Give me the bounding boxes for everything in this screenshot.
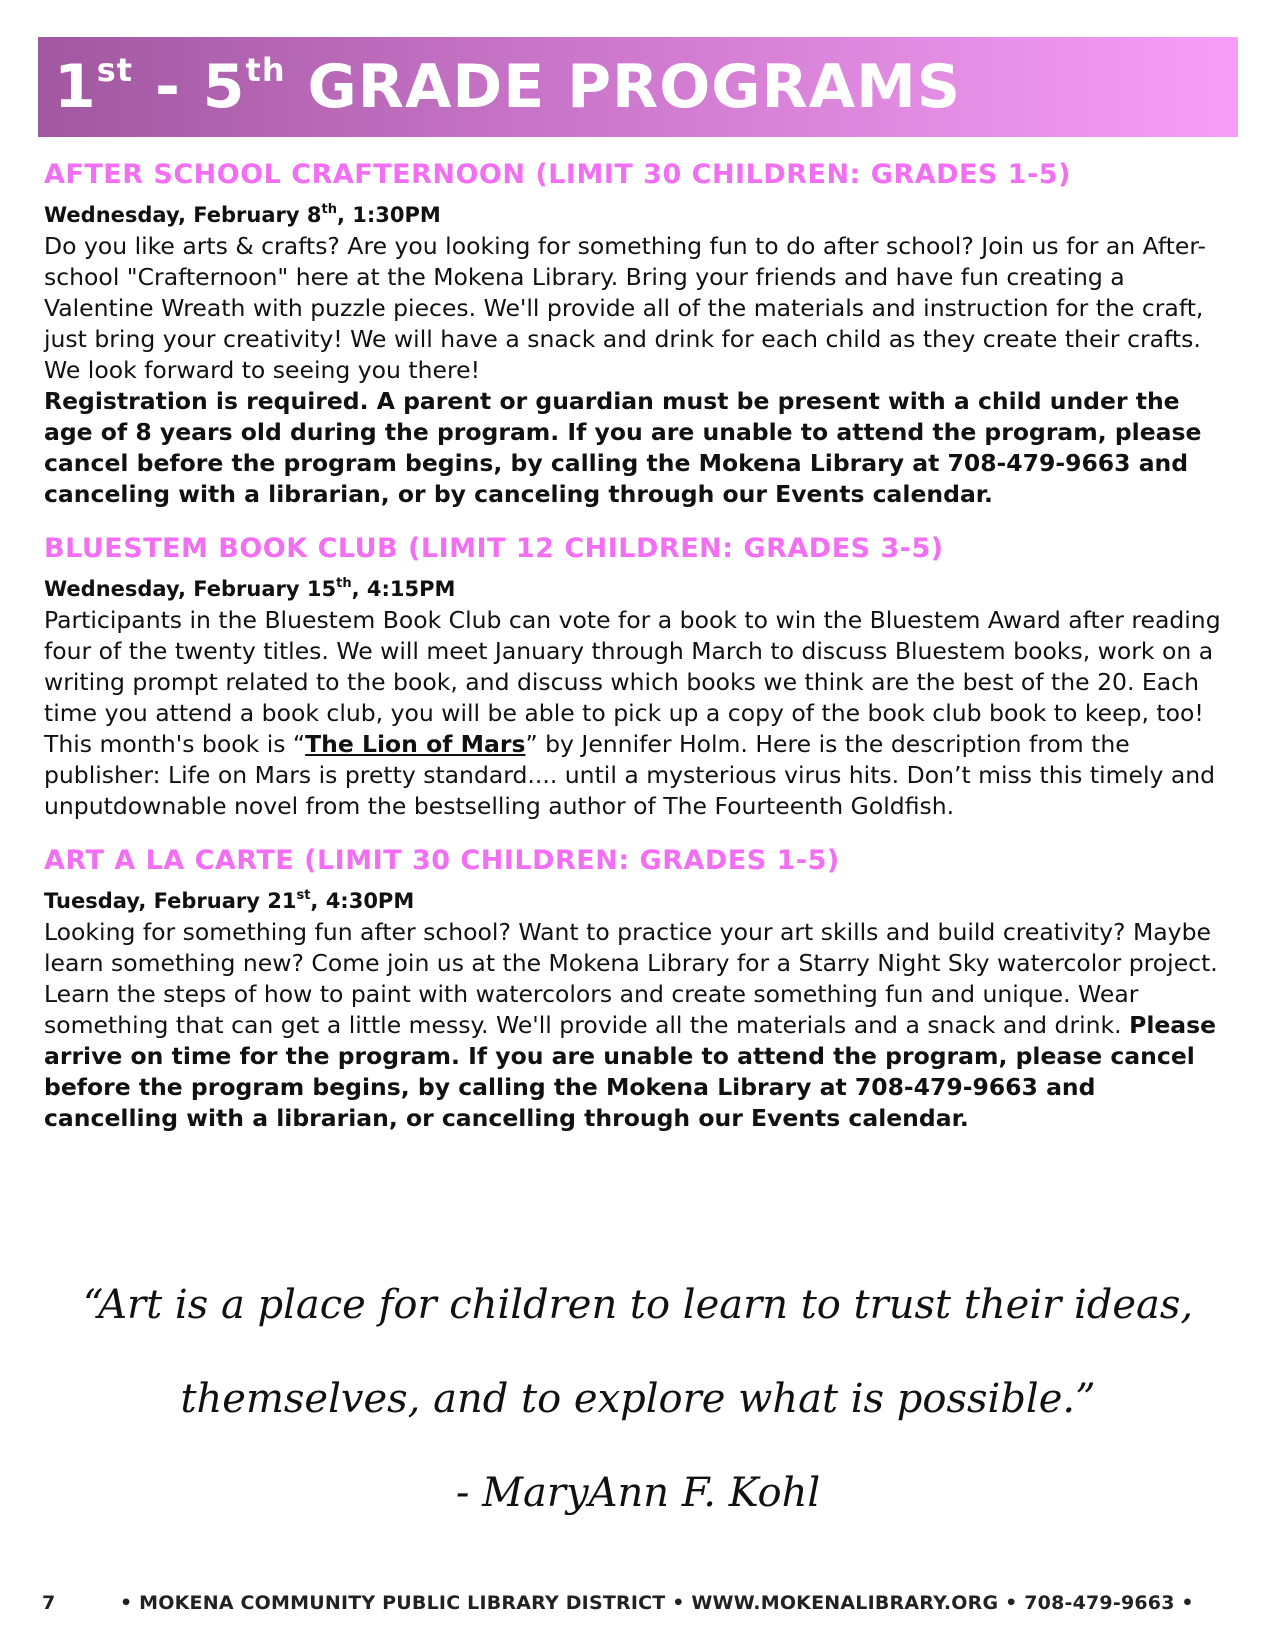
date-suffix: th [336, 575, 352, 591]
date-suffix: st [296, 887, 311, 903]
program-description [44, 917, 1234, 1134]
title-separator: - [133, 52, 203, 122]
page-number: 7 [42, 1592, 56, 1614]
program-description: Participants in the Bluestem Book Club can vote for a book to win the Bluestem Award after reading four of the twenty titles. We will meet January through March to discuss Bluestem books, work on a writing prompt related to the book, and discuss which books we think are the best of the 20. Each time you attend a book club, you will be able to pick up a copy of the book club book to keep, too! [44, 606, 1221, 728]
quote-text: “Art is a place for children to learn to trust their ideas, themselves, and to explore what is possible.” [82, 1282, 1194, 1422]
page-title [54, 51, 962, 122]
program-list [44, 158, 1234, 1156]
page-footer [42, 1592, 1242, 1622]
title-rest: GRADE PROGRAMS [285, 52, 962, 122]
program-crafternoon [44, 158, 1234, 510]
program-date [44, 888, 1234, 915]
book-outro: ” by Jennifer Holm. Here is the description from the publisher: Life on Mars is pretty standard.... until a mysterious virus hits. Don’t miss this timely and unputdownable novel from the bestselling author of The Fourteenth Goldfish. [44, 730, 1216, 821]
title-grade-start: 1 [54, 52, 97, 122]
date-time: , 4:30PM [310, 888, 415, 913]
program-heading: BLUESTEM BOOK CLUB (LIMIT 12 CHILDREN: GRADES 3-5) [44, 533, 944, 565]
footer-text: • MOKENA COMMUNITY PUBLIC LIBRARY DISTRICT • WWW.MOKENALIBRARY.ORG • 708-479-9663 • [120, 1592, 1194, 1614]
attendance-notice: Please arrive on time for the program. If you are unable to attend the program, please cancel before the program begins, by calling the Mokena Library at 708-479-9663 and cancelling with a librarian, or cancelling through our Events calendar. [44, 1011, 1217, 1133]
registration-notice: Registration is required. A parent or guardian must be present with a child under the age of 8 years old during the program. If you are unable to attend the program, please cancel before the program begins, by calling the Mokena Library at 708-479-9663 and canceling with a librarian, or by canceling through our Events calendar. [44, 387, 1202, 509]
book-of-month [44, 729, 1234, 822]
program-heading: AFTER SCHOOL CRAFTERNOON (LIMIT 30 CHILDREN: GRADES 1-5) [44, 159, 1071, 190]
program-heading: ART A LA CARTE (LIMIT 30 CHILDREN: GRADES 1-5) [44, 845, 840, 877]
book-intro: This month's book is “ [44, 730, 306, 759]
program-date [44, 202, 1234, 229]
description-text: Looking for something fun after school? Want to practice your art skills and build creativity? Maybe learn something new? Come join us at the Mokena Library for a Starry Night Sky watercolor project. Learn the steps of how to paint with watercolors and create something fun and unique. Wear something that can get a little messy. We'll provide all the materials and a snack and drink. [44, 918, 1218, 1040]
page-banner [38, 37, 1238, 137]
book-title-link[interactable]: The Lion of Mars [305, 730, 526, 759]
date-time: , 1:30PM [337, 202, 441, 227]
date-prefix: Wednesday, February 15 [44, 576, 337, 601]
title-grade-start-suffix: st [96, 51, 134, 89]
date-prefix: Tuesday, February 21 [44, 888, 297, 913]
inspirational-quote [38, 1258, 1238, 1540]
program-bluestem-book-club [44, 532, 1234, 822]
program-date [44, 576, 1234, 603]
program-description: Do you like arts & crafts? Are you looking for something fun to do after school? Join us for an After-school "Crafternoon" here at the Mokena Library. Bring your friends and have fun creating a Valentine Wreath with puzzle pieces. We'll provide all of the materials and instruction for the craft, just bring your creativity! We will have a snack and drink for each child as they create their crafts. We look forward to seeing you there! [44, 232, 1207, 385]
title-grade-end-suffix: th [245, 51, 286, 89]
quote-author: - MaryAnn F. Kohl [455, 1470, 821, 1516]
program-art-a-la-carte [44, 844, 1234, 1134]
title-grade-end: 5 [202, 52, 246, 122]
date-suffix: th [321, 201, 337, 217]
date-time: , 4:15PM [351, 576, 456, 601]
date-prefix: Wednesday, February 8 [44, 202, 322, 227]
